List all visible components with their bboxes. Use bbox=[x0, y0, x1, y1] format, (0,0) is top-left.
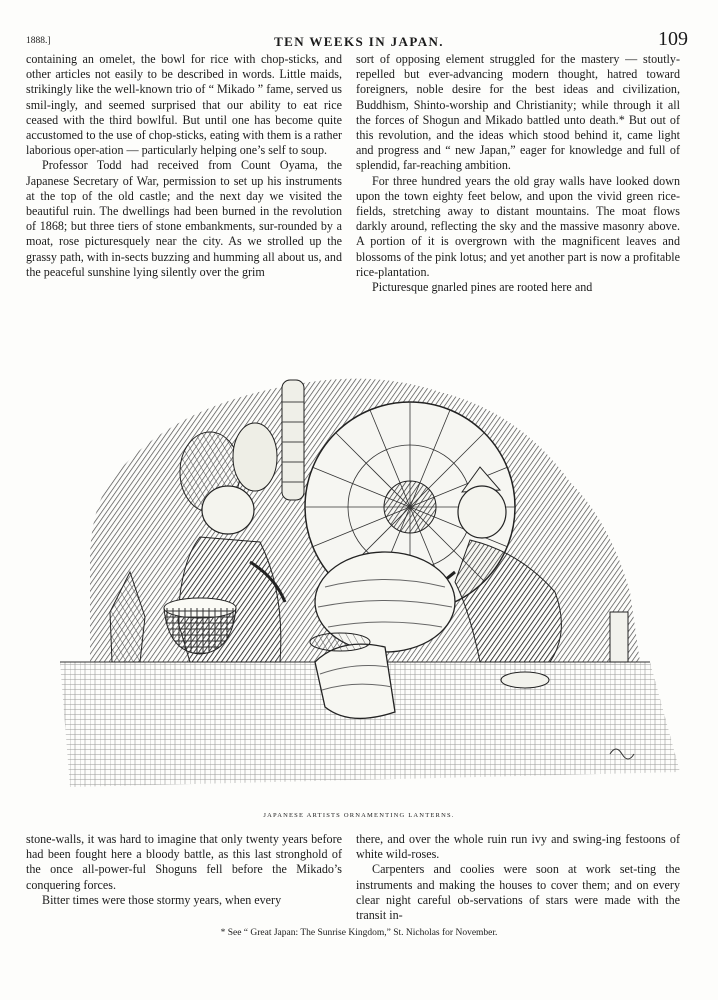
column-bottom-left bbox=[26, 832, 342, 908]
paragraph: Professor Todd had received from Count Oyama, the Japanese Secretary of War, permission to set up his instruments at the top of the old castle; and the next day we visited the beautiful ruin. The dwellings had been burned in the revolution of 1868; but three tiers of stone embankments, sur-rounded by a moat, rose picturesquely near the city. As we strolled up the grassy path, with in-sects buzzing and humming all about us, and the peaceful sunshine lying silently over the grim bbox=[26, 158, 342, 279]
column-bottom-right bbox=[356, 832, 680, 923]
footnote: * See “ Great Japan: The Sunrise Kingdom,” St. Nicholas for November. bbox=[220, 928, 498, 938]
paragraph: stone-walls, it was hard to imagine that only twenty years before had been fought here a bloody battle, as this last stronghold of the once all-power-ful Shoguns fell before the Mikado’s conquering forces. bbox=[26, 832, 342, 892]
lantern-artists-illustration bbox=[50, 362, 680, 794]
header-title: TEN WEEKS IN JAPAN. bbox=[274, 34, 444, 49]
front-lantern-drawing bbox=[315, 644, 395, 718]
page-number: 109 bbox=[658, 28, 688, 50]
paragraph: Bitter times were those stormy years, when every bbox=[42, 892, 282, 907]
illustration-caption: JAPANESE ARTISTS ORNAMENTING LANTERNS. bbox=[263, 812, 455, 819]
running-header bbox=[26, 28, 692, 54]
paragraph: Picturesque gnarled pines are rooted here and bbox=[372, 280, 593, 295]
header-year: 1888.] bbox=[26, 36, 51, 46]
paragraph: containing an omelet, the bowl for rice with chop-sticks, and other articles not easily to be described in words. Little maids, strikingly like the well-known trio of “ Mikado ” fame, served us smil-ingly, and seemed surprised that our ability to eat rice ceased with the third bowlful. But until one has become quite accustomed to the use of chop-sticks, eating with them is a rather laborious oper-ation — particularly helping one’s self to soup. bbox=[26, 52, 342, 158]
paragraph: For three hundred years the old gray walls have looked down upon the town eighty feet below, and upon the vivid green rice-fields, stretching away to distant mountains. The moat flows darkly around, reflecting the sky and the massive masonry above. A portion of it is overgrown with the magnificent leaves and blossoms of the pink lotus; and yet another part is now a profitable rice-plantation. bbox=[356, 173, 680, 279]
paragraph: there, and over the whole ruin run ivy and swing-ing festoons of white wild-roses. bbox=[356, 832, 680, 862]
paragraph: Carpenters and coolies were soon at work set-ting the instruments and making the houses to cover them; and on every clear night careful ob-servations of stars were made with the transit in- bbox=[356, 862, 680, 923]
column-top-right bbox=[356, 52, 680, 295]
column-top-left bbox=[26, 52, 342, 280]
paragraph: sort of opposing element struggled for the mastery — stoutly-repelled but ever-advancing modern thought, hatred toward foreigners, noble desire for the best ideas and civilization, Buddhism, Shinto-worship and Christianity; while through it all the forces of Shogun and Mikado battled unto death.* But out of this revolution, and the ideas which stood behind it, came light and progress and “ new Japan,” eager for knowledge and full of splendid, far-reaching ambition. bbox=[356, 52, 680, 173]
